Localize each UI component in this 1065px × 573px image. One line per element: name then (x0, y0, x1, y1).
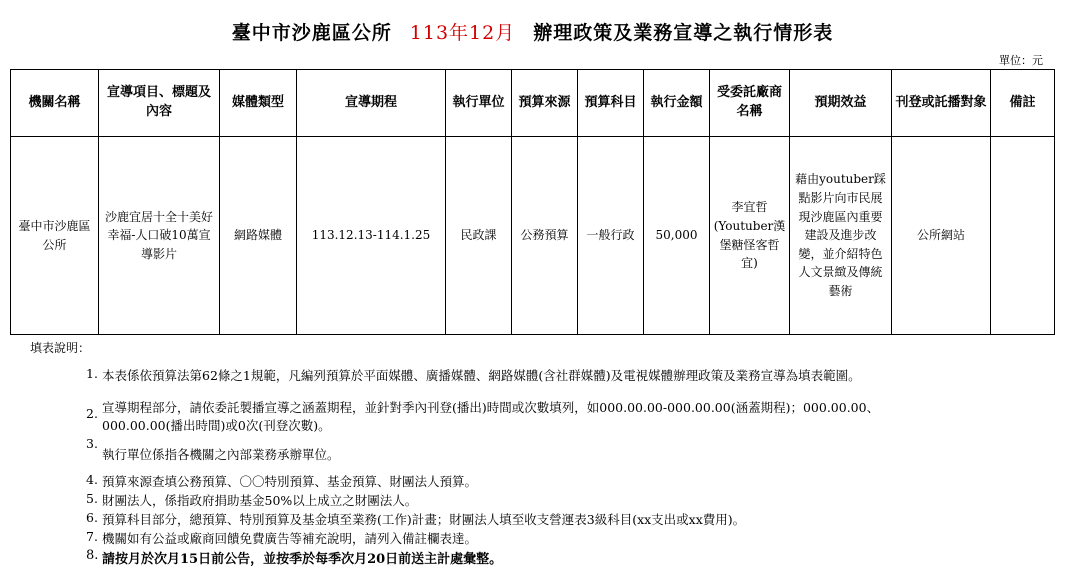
header-vendor: 受委託廠商名稱 (710, 70, 790, 137)
note-item (86, 510, 745, 528)
header-item: 宣導項目、標題及內容 (99, 70, 220, 137)
table-row (11, 137, 1055, 335)
header-remarks: 備註 (991, 70, 1055, 137)
note-text: 預算科目部分，總預算、特別預算及基金填至業務(工作)計畫；財團法人填至收支營運表3級科目(xx支出或xx費用)。 (102, 512, 746, 527)
note-number: 1. (86, 366, 98, 381)
header-benefit: 預期效益 (790, 70, 892, 137)
header-exec-unit: 執行單位 (446, 70, 512, 137)
note-text: 宣導期程部分，請依委託製播宣導之涵蓋期程，並針對季內刊登(播出)時間或次數填列，如000.00.00-000.00.00(涵蓋期程)；000.00.00、 (102, 400, 880, 415)
cell-media-type: 網路媒體 (220, 137, 297, 335)
note-text: 本表係依預算法第62條之1規範，凡編列預算於平面媒體、廣播媒體、網路媒體(含社群媒體)及電視媒體辦理政策及業務宣導為填表範圍。 (102, 368, 861, 383)
page-title (0, 18, 1065, 45)
notes-heading: 填表說明： (30, 341, 91, 355)
header-amount: 執行金額 (644, 70, 710, 137)
header-period: 宣導期程 (297, 70, 446, 137)
note-number: 5. (86, 491, 98, 506)
title-rest: 辦理政策及業務宣導之執行情形表 (533, 22, 834, 44)
note-number: 3. (86, 436, 98, 451)
cell-exec-unit: 民政課 (446, 137, 512, 335)
title-period: 113年12月 (409, 22, 516, 44)
note-number: 4. (86, 472, 98, 487)
cell-benefit: 藉由youtuber踩點影片向市民展現沙鹿區內重要建設及進步改變，並介紹特色人文景緻及傳統藝術 (790, 137, 892, 335)
note-number: 6. (86, 510, 98, 525)
cell-period: 113.12.13-114.1.25 (297, 137, 446, 335)
note-item (86, 491, 417, 509)
header-budget-subject: 預算科目 (578, 70, 644, 137)
note-number: 7. (86, 529, 98, 544)
note-item (86, 529, 477, 547)
note-item (86, 472, 477, 490)
cell-budget-subject: 一般行政 (578, 137, 644, 335)
note-item (86, 548, 502, 567)
cell-target: 公所網站 (892, 137, 991, 335)
cell-vendor: 李宜哲(Youtuber漢堡糖怪客哲宜) (710, 137, 790, 335)
header-target: 刊登或託播對象 (892, 70, 991, 137)
execution-table (10, 69, 1055, 335)
note-text: 請按月於次月15日前公告，並按季於每季次月20日前送主計處彙整。 (102, 552, 503, 567)
header-media-type: 媒體類型 (220, 70, 297, 137)
table-header-row (11, 70, 1055, 137)
note-item (86, 366, 861, 384)
title-org: 臺中市沙鹿區公所 (231, 22, 392, 44)
header-agency: 機關名稱 (11, 70, 99, 137)
cell-agency: 臺中市沙鹿區公所 (11, 137, 99, 335)
note-number: 2. (86, 406, 98, 421)
cell-amount: 50,000 (644, 137, 710, 335)
unit-label: 單位：元 (999, 54, 1043, 67)
note-text: 財團法人，係指政府捐助基金50%以上成立之財團法人。 (102, 493, 418, 508)
note-text: 預算來源查填公務預算、〇〇特別預算、基金預算、財團法人預算。 (102, 474, 478, 489)
cell-remarks (991, 137, 1055, 335)
note-text: 機關如有公益或廠商回饋免費廣告等補充說明，請列入備註欄表達。 (102, 531, 478, 546)
note-text-cont: 000.00.00(播出時間)或0次(刊登次數)。 (102, 418, 331, 433)
note-text: 執行單位係指各機關之內部業務承辦單位。 (102, 447, 340, 462)
cell-item: 沙鹿宜居十全十美好幸福-人口破10萬宣導影片 (99, 137, 220, 335)
note-item (86, 436, 340, 463)
note-number: 8. (86, 548, 99, 563)
header-budget-source: 預算來源 (512, 70, 578, 137)
cell-budget-source: 公務預算 (512, 137, 578, 335)
note-item (86, 398, 879, 434)
